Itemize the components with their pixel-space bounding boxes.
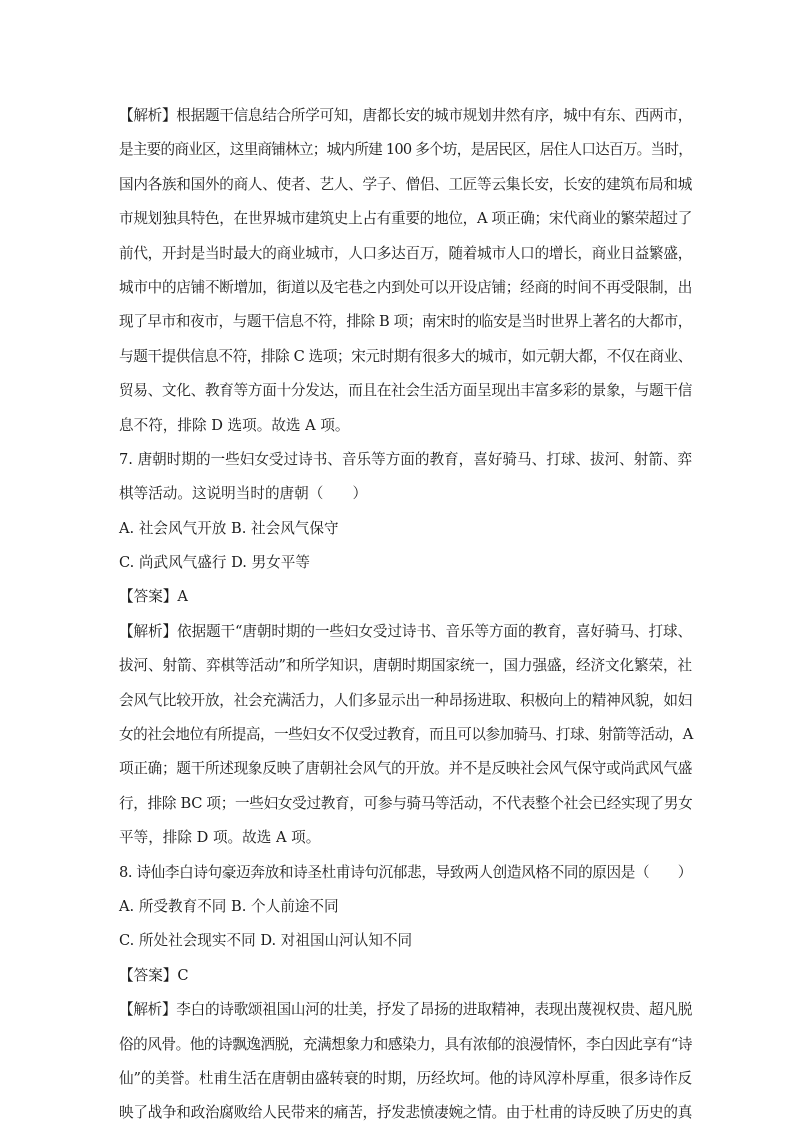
analysis-6-line-1: 【解析】根据题干信息结合所学可知，唐都长安的城市规划井然有序，城中有东、西两市， — [119, 107, 692, 124]
question-7-stem-line-1: 7. 唐朝时期的一些妇女受过诗书、音乐等方面的教育，喜好骑马、打球、拔河、射箭、弈 — [119, 450, 693, 468]
question-7-stem-line-2: 棋等活动。这说明当时的唐朝（ ） — [119, 485, 368, 503]
question-8-answer: 【答案】C — [119, 966, 189, 984]
analysis-7-line-6: 行，排除 BC 项；一些妇女受过教育，可参与骑马等活动，不代表整个社会已经实现了男女 — [119, 794, 693, 812]
question-8-options-ab: A. 所受教育不同 B. 个人前途不同 — [119, 897, 339, 915]
analysis-6-line-10: 息不符，排除 D 选项。故选 A 项。 — [119, 416, 350, 434]
document-page — [119, 99, 692, 1131]
analysis-7-line-2: 拔河、射箭、弈棋等活动”和所学知识，唐朝时期国家统一，国力强盛，经济文化繁荣，社 — [119, 657, 692, 675]
question-8-options-cd: C. 所处社会现实不同 D. 对祖国山河认知不同 — [119, 932, 413, 950]
analysis-8-line-4: 映了战争和政治腐败给人民带来的痛苦，抒发悲愤凄婉之情。由于杜甫的诗反映了历史的真 — [119, 1104, 692, 1122]
question-7-answer: 【答案】A — [119, 588, 188, 606]
question-8-stem: 8. 诗仙李白诗句豪迈奔放和诗圣杜甫诗句沉郁悲，导致两人创造风格不同的原因是（ ） — [119, 863, 692, 881]
analysis-7-line-7: 平等，排除 D 项。故选 A 项。 — [119, 829, 321, 847]
analysis-7-line-5: 项正确；题干所述现象反映了唐朝社会风气的开放。并不是反映社会风气保守或尚武风气盛 — [119, 760, 692, 778]
analysis-6-line-6: 城市中的店铺不断增加，街道以及宅巷之内到处可以开设店铺；经商的时间不再受限制，出 — [119, 278, 692, 296]
question-7-options-cd: C. 尚武风气盛行 D. 男女平等 — [119, 554, 310, 572]
analysis-6-line-8: 与题干提供信息不符，排除 C 选项；宋元时期有很多大的城市，如元朝大都，不仅在商业、 — [119, 347, 692, 365]
analysis-6-line-7: 现了早市和夜市，与题干信息不符，排除 B 项；南宋时的临安是当时世界上著名的大都市， — [119, 313, 692, 331]
analysis-6-line-2: 是主要的商业区，这里商铺林立；城内所建 100 多个坊，是居民区，居住人口达百万。当时， — [119, 141, 692, 159]
analysis-6-line-5: 前代，开封是当时最大的商业城市，人口多达百万，随着城市人口的增长，商业日益繁盛， — [119, 244, 692, 262]
question-7-options-ab: A. 社会风气开放 B. 社会风气保守 — [119, 519, 339, 537]
analysis-6-line-3: 国内各族和国外的商人、使者、艺人、学子、僧侣、工匠等云集长安，长安的建筑布局和城 — [119, 175, 692, 193]
analysis-7-line-3: 会风气比较开放，社会充满活力，人们多显示出一种昂扬进取、积极向上的精神风貌，如妇 — [119, 691, 692, 709]
analysis-7-line-1: 【解析】依据题干“唐朝时期的一些妇女受过诗书、音乐等方面的教育，喜好骑马、打球、 — [119, 622, 692, 640]
analysis-6-line-4: 市规划独具特色，在世界城市建筑史上占有重要的地位，A 项正确；宋代商业的繁荣超过了 — [119, 210, 692, 228]
analysis-8-line-1: 【解析】李白的诗歌颂祖国山河的壮美，抒发了昂扬的进取精神，表现出蔑视权贵、超凡脱 — [119, 1001, 692, 1019]
analysis-8-line-3: 仙”的美誉。杜甫生活在唐朝由盛转衰的时期，历经坎坷。他的诗风淳朴厚重，很多诗作反 — [119, 1069, 692, 1087]
analysis-8-line-2: 俗的风骨。他的诗飘逸洒脱，充满想象力和感染力，具有浓郁的浪漫情怀，李白因此享有“诗 — [119, 1035, 692, 1053]
analysis-6-line-9: 贸易、文化、教育等方面十分发达，而且在社会生活方面呈现出丰富多彩的景象，与题干信 — [119, 382, 692, 400]
analysis-7-line-4: 女的社会地位有所提高，一些妇女不仅受过教育，而且可以参加骑马、打球、射箭等活动，A — [119, 726, 693, 744]
